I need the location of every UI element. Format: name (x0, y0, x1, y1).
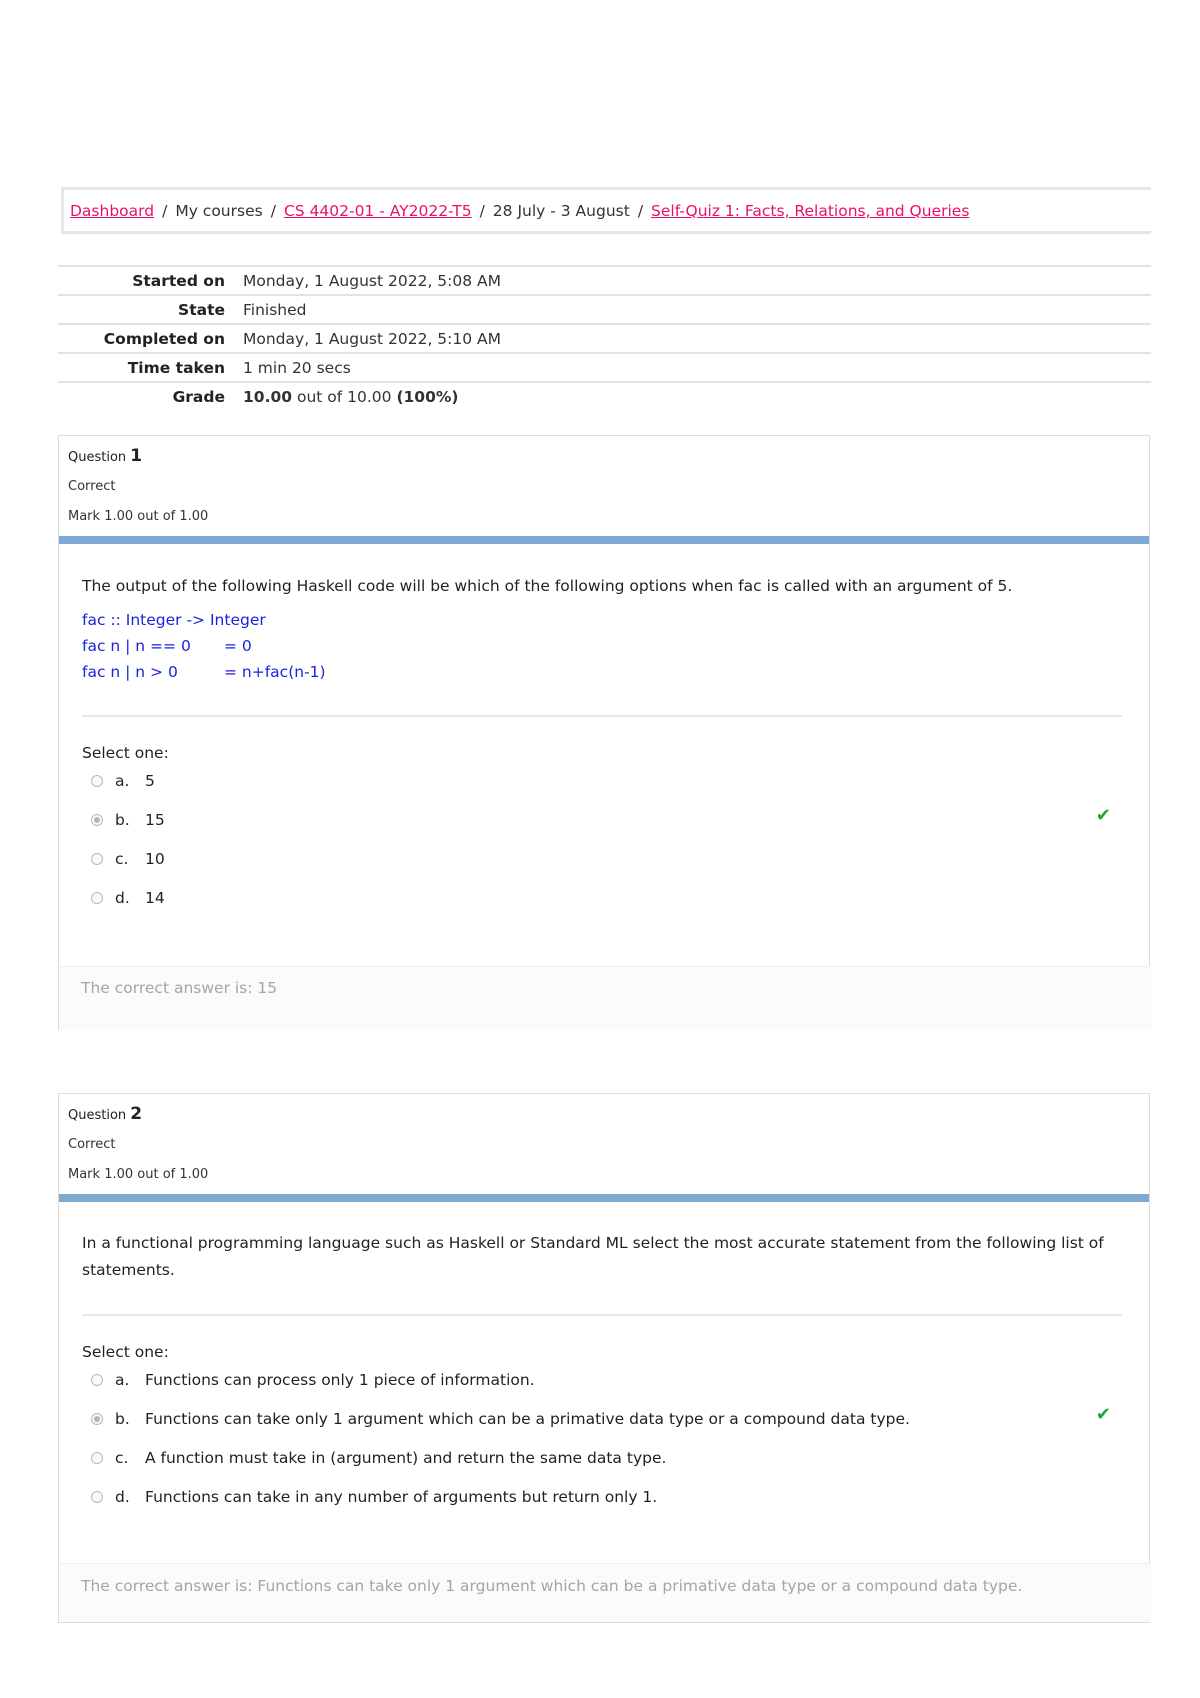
state-label: State (178, 300, 225, 319)
option-text: 5 (145, 772, 155, 790)
summary-row-state (58, 295, 1151, 324)
answer-option-d[interactable] (91, 1486, 657, 1508)
option-text: Functions can take in any number of arguments but return only 1. (145, 1488, 658, 1506)
select-one-label: Select one: (82, 1343, 169, 1361)
breadcrumb-separator: / (162, 201, 168, 220)
option-letter: d. (115, 1488, 130, 1506)
divider (82, 1314, 1122, 1316)
attempt-summary-table (58, 265, 1151, 410)
grade-label: Grade (172, 387, 225, 406)
divider (82, 715, 1122, 717)
answer-option-b[interactable] (91, 1408, 910, 1430)
radio-button[interactable] (91, 892, 103, 904)
question-1 (58, 435, 1150, 1030)
answer-option-b[interactable] (91, 809, 165, 831)
question-mark: Mark 1.00 out of 1.00 (68, 509, 209, 524)
question-state: Correct (68, 479, 116, 494)
summary-row-started (58, 266, 1151, 295)
option-text: 10 (145, 850, 165, 868)
answer-option-c[interactable] (91, 848, 165, 870)
question-label: Question (68, 450, 127, 465)
time-taken-label: Time taken (127, 358, 225, 377)
summary-row-completed (58, 324, 1151, 353)
option-letter: d. (115, 889, 130, 907)
feedback-panel (59, 1563, 1151, 1622)
completed-on-value: Monday, 1 August 2022, 5:10 AM (243, 329, 502, 348)
question-2 (58, 1093, 1150, 1623)
time-taken-value: 1 min 20 secs (243, 358, 351, 377)
option-letter: a. (115, 772, 130, 790)
breadcrumb-dashboard-link[interactable]: Dashboard (70, 201, 155, 220)
code-lhs: fac :: Integer -> Integer (82, 611, 266, 629)
code-lhs: fac n | n > 0 (82, 663, 178, 681)
option-letter: a. (115, 1371, 130, 1389)
breadcrumb (61, 187, 1151, 234)
question-number (68, 1104, 142, 1124)
radio-button-selected[interactable] (91, 1413, 103, 1425)
state-value: Finished (243, 300, 307, 319)
summary-row-grade (58, 382, 1151, 410)
breadcrumb-separator: / (479, 201, 485, 220)
option-letter: c. (115, 850, 129, 868)
radio-button[interactable] (91, 1491, 103, 1503)
select-one-label: Select one: (82, 744, 169, 762)
question-state: Correct (68, 1137, 116, 1152)
option-letter: c. (115, 1449, 129, 1467)
radio-button[interactable] (91, 853, 103, 865)
radio-button[interactable] (91, 775, 103, 787)
summary-row-time (58, 353, 1151, 382)
breadcrumb-quiz-link[interactable]: Self-Quiz 1: Facts, Relations, and Queries (651, 201, 970, 220)
breadcrumb-course-link[interactable]: CS 4402-01 - AY2022-T5 (283, 201, 472, 220)
answer-option-c[interactable] (91, 1447, 666, 1469)
option-text: Functions can process only 1 piece of information. (145, 1371, 535, 1389)
code-rhs: = 0 (224, 637, 252, 655)
option-text: 15 (145, 811, 165, 829)
code-line (82, 633, 266, 659)
grade-value (243, 382, 1151, 410)
correct-answer-feedback: The correct answer is: Functions can take only 1 argument which can be a primative data type or a compound data type. (81, 1577, 1023, 1595)
question-label: Question (68, 1108, 127, 1123)
code-rhs: = n+fac(n-1) (224, 663, 326, 681)
question-content (59, 1194, 1149, 1623)
option-text: Functions can take only 1 argument which can be a primative data type or a compound data type. (145, 1410, 910, 1428)
correct-check-icon: ✔ (1095, 1404, 1111, 1425)
breadcrumb-my-courses: My courses (175, 201, 263, 220)
code-line (82, 659, 326, 685)
question-info (59, 436, 1149, 536)
started-on-label: Started on (132, 271, 225, 290)
started-on-value: Monday, 1 August 2022, 5:08 AM (243, 271, 502, 290)
question-number-value: 1 (130, 446, 143, 466)
breadcrumb-separator: / (270, 201, 276, 220)
answer-option-a[interactable] (91, 1369, 535, 1391)
correct-answer-feedback: The correct answer is: 15 (81, 979, 278, 997)
breadcrumb-separator: / (637, 201, 644, 220)
breadcrumb-week: 28 July - 3 August (492, 201, 630, 220)
option-text: A function must take in (argument) and return the same data type. (145, 1449, 667, 1467)
question-number-value: 2 (130, 1104, 143, 1124)
grade-score: 10.00 (243, 387, 293, 406)
radio-button[interactable] (91, 1374, 103, 1386)
question-text: In a functional programming language such as Haskell or Standard ML select the most accurate statement from the following list of statements. (82, 1234, 1104, 1279)
question-mark: Mark 1.00 out of 1.00 (68, 1167, 209, 1182)
radio-button-selected[interactable] (91, 814, 103, 826)
grade-percent: (100%) (396, 387, 459, 406)
feedback-panel (59, 966, 1151, 1030)
code-line (82, 607, 266, 633)
code-lhs: fac n | n == 0 (82, 637, 191, 655)
question-code (82, 607, 326, 685)
answer-option-d[interactable] (91, 887, 165, 909)
question-content (59, 536, 1149, 1030)
grade-out-of: out of 10.00 (292, 387, 397, 406)
completed-on-label: Completed on (103, 329, 225, 348)
option-letter: b. (115, 1410, 130, 1428)
correct-check-icon: ✔ (1095, 805, 1111, 826)
answer-option-a[interactable] (91, 770, 155, 792)
question-text: The output of the following Haskell code will be which of the following options when fac is called with an argument of 5. (82, 577, 1013, 595)
radio-button[interactable] (91, 1452, 103, 1464)
question-info (59, 1094, 1149, 1194)
question-number (68, 446, 142, 466)
option-letter: b. (115, 811, 130, 829)
option-text: 14 (145, 889, 165, 907)
